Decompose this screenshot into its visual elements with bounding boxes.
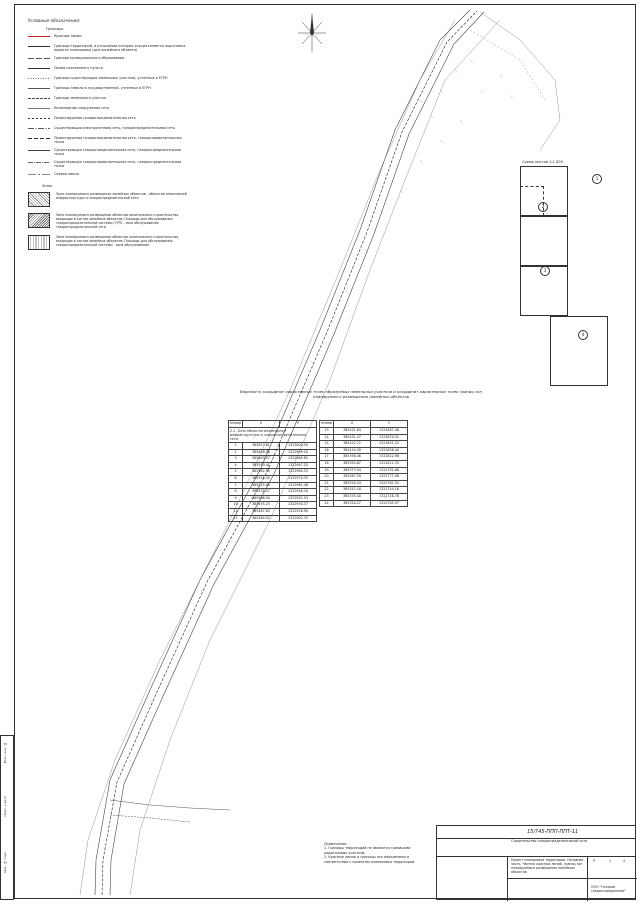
gas-pipe-2-icon bbox=[28, 160, 50, 165]
x-cell: 385350.34 bbox=[334, 480, 371, 487]
zone-label: Зона планируемого размещения объектов капитального строительства, входящих в состав линейных объектов. Площадь для обслуживания газораспределительной системы (ГРП) - зона обслуживания газораспределительной сети bbox=[56, 212, 180, 229]
notes bbox=[324, 842, 434, 864]
legend-item-label: Линия населенного пункта bbox=[54, 65, 103, 70]
y-cell: 1322999.20 bbox=[280, 449, 317, 456]
sheet-scheme bbox=[520, 166, 622, 388]
notes-title: Примечания: bbox=[324, 842, 348, 846]
col-y-2: Y bbox=[371, 421, 408, 428]
settlement-line-icon bbox=[28, 66, 50, 71]
land-plot-boundary-2-icon bbox=[28, 86, 50, 91]
coordinates-table-title: Ведомость координат характерных точек образуемых земельных участков и координат характерных точек границ зон планируемого размещения линейных объектов bbox=[239, 389, 482, 399]
power-network-2-icon bbox=[28, 136, 50, 141]
x-cell: 385593.41 bbox=[243, 462, 280, 469]
district-boundary-icon bbox=[28, 56, 50, 61]
point-cell: 16 bbox=[320, 447, 334, 454]
point-cell: 22 bbox=[320, 487, 334, 494]
legend-item-land-plot-boundary bbox=[28, 76, 188, 82]
x-cell: 385335.40 bbox=[334, 493, 371, 500]
x-cell: 385545.09 bbox=[243, 482, 280, 489]
y-cell: 1322822.98 bbox=[371, 454, 408, 461]
y-cell: 1323000.59 bbox=[280, 443, 317, 450]
point-cell: 19 bbox=[320, 467, 334, 474]
y-cell: 1322870.52 bbox=[371, 434, 408, 441]
legend-item-engineering-networks bbox=[28, 106, 188, 112]
table-row bbox=[229, 508, 317, 515]
point-cell: 9 bbox=[229, 495, 243, 502]
x-cell: 385495.25 bbox=[243, 502, 280, 509]
x-cell: 385603.57 bbox=[243, 456, 280, 463]
legend-item-lease-boundary bbox=[28, 96, 188, 102]
legend-zone-2 bbox=[28, 213, 188, 229]
y-cell: 1322961.48 bbox=[280, 482, 317, 489]
legend-item-label: Границы земель в государственной, учтенных в ЕГРН bbox=[54, 85, 151, 90]
legend-item-axis-line bbox=[28, 172, 188, 178]
table-row bbox=[320, 428, 408, 435]
x-cell: 385398.46 bbox=[334, 454, 371, 461]
point-cell: 15 bbox=[320, 441, 334, 448]
x-cell: 385367.59 bbox=[334, 474, 371, 481]
project-name: Строительство газораспределительной сети bbox=[511, 839, 588, 843]
legend-item-land-plot-boundary-2 bbox=[28, 86, 188, 92]
title-block bbox=[436, 825, 636, 900]
y-cell: 1322932.53 bbox=[280, 495, 317, 502]
scheme-num-3: 3 bbox=[540, 266, 550, 276]
axis-line-icon bbox=[28, 172, 50, 177]
y-cell: 1322812.35 bbox=[371, 460, 408, 467]
col-x: X bbox=[243, 421, 280, 428]
lease-boundary-icon bbox=[28, 96, 50, 101]
col-point: Номер bbox=[229, 421, 243, 428]
table-row bbox=[229, 462, 317, 469]
y-cell: 1322762.55 bbox=[371, 480, 408, 487]
x-cell: 385506.50 bbox=[243, 495, 280, 502]
legend-item-label: Инженерные сооружения сеть bbox=[54, 105, 110, 110]
x-cell: 385460.52 bbox=[243, 515, 280, 522]
zones-title: Зоны bbox=[42, 183, 53, 189]
stamp-field-3: Инв. № подл. bbox=[3, 851, 7, 873]
table-row bbox=[320, 487, 408, 494]
organization: ООО "Газпром газораспределение" bbox=[591, 885, 626, 893]
scheme-num-4: 4 bbox=[578, 330, 588, 340]
gas-network-icon bbox=[28, 116, 50, 121]
land-plot-boundary-icon bbox=[28, 76, 50, 81]
legend-item-power-network bbox=[28, 126, 188, 132]
scheme-num-2: 2 bbox=[538, 202, 548, 212]
table-row bbox=[320, 434, 408, 441]
y-cell: 1322980.53 bbox=[280, 469, 317, 476]
legend-zone-1 bbox=[28, 192, 188, 207]
legend-item-red-line bbox=[28, 34, 188, 40]
table-row bbox=[320, 467, 408, 474]
y-cell: 1322989.85 bbox=[280, 456, 317, 463]
x-cell: 385431.47 bbox=[334, 434, 371, 441]
x-cell: 385410.39 bbox=[334, 447, 371, 454]
legend-item-label: Проектируемая газораспределительная сеть bbox=[54, 115, 136, 120]
table-row bbox=[229, 449, 317, 456]
table-section-title: 2.1. Зона объектов инженерной инфраструктуры и газораспределительной сети bbox=[229, 428, 317, 443]
table-row bbox=[229, 515, 317, 522]
legend-title: Условные обозначения: bbox=[28, 18, 81, 23]
legend-item-label: Красные линии bbox=[54, 33, 82, 38]
x-cell: 385638.76 bbox=[243, 449, 280, 456]
table-row bbox=[229, 482, 317, 489]
document-code: 15/745-ППП-ППТ-11 bbox=[527, 829, 579, 835]
point-cell: 2 bbox=[229, 449, 243, 456]
point-cell: 18 bbox=[320, 460, 334, 467]
col-point-2: Номер bbox=[320, 421, 334, 428]
point-cell: 11 bbox=[229, 508, 243, 515]
legend-item-label: Граница существующих земельных участков, учтенных в ЕГРН bbox=[54, 75, 168, 80]
zone-hatch-icon bbox=[28, 192, 50, 207]
table-row bbox=[229, 495, 317, 502]
legend-item-label: Граница муниципального образования bbox=[54, 55, 125, 60]
legend-item-label: Граница земельного участка bbox=[54, 95, 107, 100]
engineering-networks-icon bbox=[28, 106, 50, 111]
col-y: Y bbox=[280, 421, 317, 428]
table-row bbox=[229, 489, 317, 496]
legend-item-label: Границы территорий, в отношении которых осуществляется подготовка проекта планировки (для линейного объекта) bbox=[54, 43, 186, 52]
y-cell: 1322970.35 bbox=[280, 475, 317, 482]
coordinates-table-2 bbox=[319, 420, 408, 507]
y-cell: 1322836.40 bbox=[371, 447, 408, 454]
point-cell: 24 bbox=[320, 500, 334, 507]
legend-item-power-network-2 bbox=[28, 136, 188, 144]
point-cell: 3 bbox=[229, 456, 243, 463]
x-cell: 385394.67 bbox=[334, 460, 371, 467]
coordinates-table-1 bbox=[228, 420, 317, 522]
col-x-2: X bbox=[334, 421, 371, 428]
y-cell: 1322705.97 bbox=[371, 500, 408, 507]
stage-value: П bbox=[593, 859, 596, 863]
y-cell: 1322987.25 bbox=[280, 462, 317, 469]
zone-label: Зона планируемого размещения линейных объектов - объектов инженерной инфраструктуры и газораспределительной сети bbox=[56, 191, 187, 200]
territory-boundary-icon bbox=[28, 44, 50, 49]
legend-subtitle: Границы bbox=[46, 26, 64, 32]
zone-hatch-icon bbox=[28, 235, 50, 250]
legend-item-territory-boundary bbox=[28, 44, 188, 52]
y-cell: 1322744.16 bbox=[371, 487, 408, 494]
legend bbox=[28, 18, 188, 256]
table-row bbox=[320, 441, 408, 448]
x-cell: 385627.61 bbox=[243, 443, 280, 450]
x-cell: 385451.84 bbox=[334, 428, 371, 435]
y-cell: 1322851.22 bbox=[371, 441, 408, 448]
legend-item-label: Существующая газораспределительная сеть, газораспределительная точка bbox=[54, 147, 182, 156]
x-cell: 385373.94 bbox=[334, 467, 371, 474]
table-row bbox=[229, 456, 317, 463]
power-network-icon bbox=[28, 126, 50, 131]
table-row bbox=[320, 480, 408, 487]
point-cell: 4 bbox=[229, 462, 243, 469]
table-row bbox=[229, 443, 317, 450]
y-cell: 1322791.66 bbox=[371, 467, 408, 474]
table-row bbox=[229, 469, 317, 476]
legend-item-gas-pipe bbox=[28, 148, 188, 156]
table-row bbox=[320, 460, 408, 467]
legend-item-label: Проектируемая газораспределительная сеть, газораспределительная точка bbox=[54, 135, 182, 144]
y-cell: 1322726.78 bbox=[371, 493, 408, 500]
scheme-sheet-4 bbox=[550, 316, 608, 386]
legend-item-label: Осевая линия bbox=[54, 172, 79, 177]
point-cell: 5 bbox=[229, 469, 243, 476]
table-row bbox=[320, 493, 408, 500]
table-row bbox=[320, 447, 408, 454]
table-row bbox=[229, 475, 317, 482]
drawing-description: Проект планировки территории. Основная часть. Чертеж красных линий, границ зон планируемого размещения линейных объектов bbox=[511, 858, 584, 874]
x-cell: 385555.35 bbox=[243, 475, 280, 482]
point-cell: 12 bbox=[229, 515, 243, 522]
table-row bbox=[320, 474, 408, 481]
point-cell: 8 bbox=[229, 489, 243, 496]
y-cell: 1322916.90 bbox=[280, 508, 317, 515]
point-cell: 1 bbox=[229, 443, 243, 450]
y-cell: 1322946.30 bbox=[280, 489, 317, 496]
y-cell: 1322902.33 bbox=[280, 515, 317, 522]
table-row bbox=[229, 502, 317, 509]
point-cell: 7 bbox=[229, 482, 243, 489]
x-cell: 385422.72 bbox=[334, 441, 371, 448]
table-row bbox=[320, 500, 408, 507]
legend-item-label: Существующая газораспределительная сеть, газораспределительная точка bbox=[54, 160, 182, 169]
stamp-field-1: Взам. инв. № bbox=[3, 742, 7, 764]
x-cell: 385582.75 bbox=[243, 469, 280, 476]
note-2: 2. Красные линии и границы зон определены в соответствии с проектом планировки территории. bbox=[324, 855, 416, 864]
y-cell: 1322887.48 bbox=[371, 428, 408, 435]
point-cell: 6 bbox=[229, 475, 243, 482]
point-cell: 20 bbox=[320, 474, 334, 481]
point-cell: 10 bbox=[229, 502, 243, 509]
legend-item-gas-pipe-2 bbox=[28, 160, 188, 168]
zone-hatch-icon bbox=[28, 213, 50, 228]
note-1: 1. Границы территорий не являются границами кадастровых участков. bbox=[324, 846, 411, 855]
table-row bbox=[320, 454, 408, 461]
sheet-value: 1 bbox=[609, 859, 612, 863]
point-cell: 14 bbox=[320, 434, 334, 441]
zone-label: Зона планируемого размещения объектов капитального строительства, входящих в состав линейных объектов. Площадь для обслуживания газораспределительной системы - зона обслуживания bbox=[56, 234, 180, 247]
legend-item-gas-network bbox=[28, 116, 188, 122]
point-cell: 13 bbox=[320, 428, 334, 435]
point-cell: 23 bbox=[320, 493, 334, 500]
y-cell: 1322777.08 bbox=[371, 474, 408, 481]
scheme-num-1: 1 bbox=[592, 174, 602, 184]
stamp-field-2: Подп. и дата bbox=[3, 796, 7, 817]
point-cell: 21 bbox=[320, 480, 334, 487]
legend-item-district-boundary bbox=[28, 56, 188, 62]
sheet-scheme-title: Схема листов 1:1 000 bbox=[522, 160, 563, 164]
scheme-sheet-2 bbox=[520, 216, 568, 266]
x-cell: 385342.18 bbox=[334, 487, 371, 494]
legend-item-label: Существующая электросетевая сеть, газораспределительная сеть bbox=[54, 125, 176, 130]
x-cell: 385467.85 bbox=[243, 508, 280, 515]
legend-item-settlement-line bbox=[28, 66, 188, 72]
legend-zone-3 bbox=[28, 235, 188, 250]
red-line-icon bbox=[28, 34, 50, 39]
x-cell: 385320.27 bbox=[334, 500, 371, 507]
north-arrow-icon bbox=[296, 12, 328, 54]
y-cell: 1322930.37 bbox=[280, 502, 317, 509]
sheets-value: 4 bbox=[623, 859, 626, 863]
x-cell: 385531.27 bbox=[243, 489, 280, 496]
gas-pipe-icon bbox=[28, 148, 50, 153]
point-cell: 17 bbox=[320, 454, 334, 461]
